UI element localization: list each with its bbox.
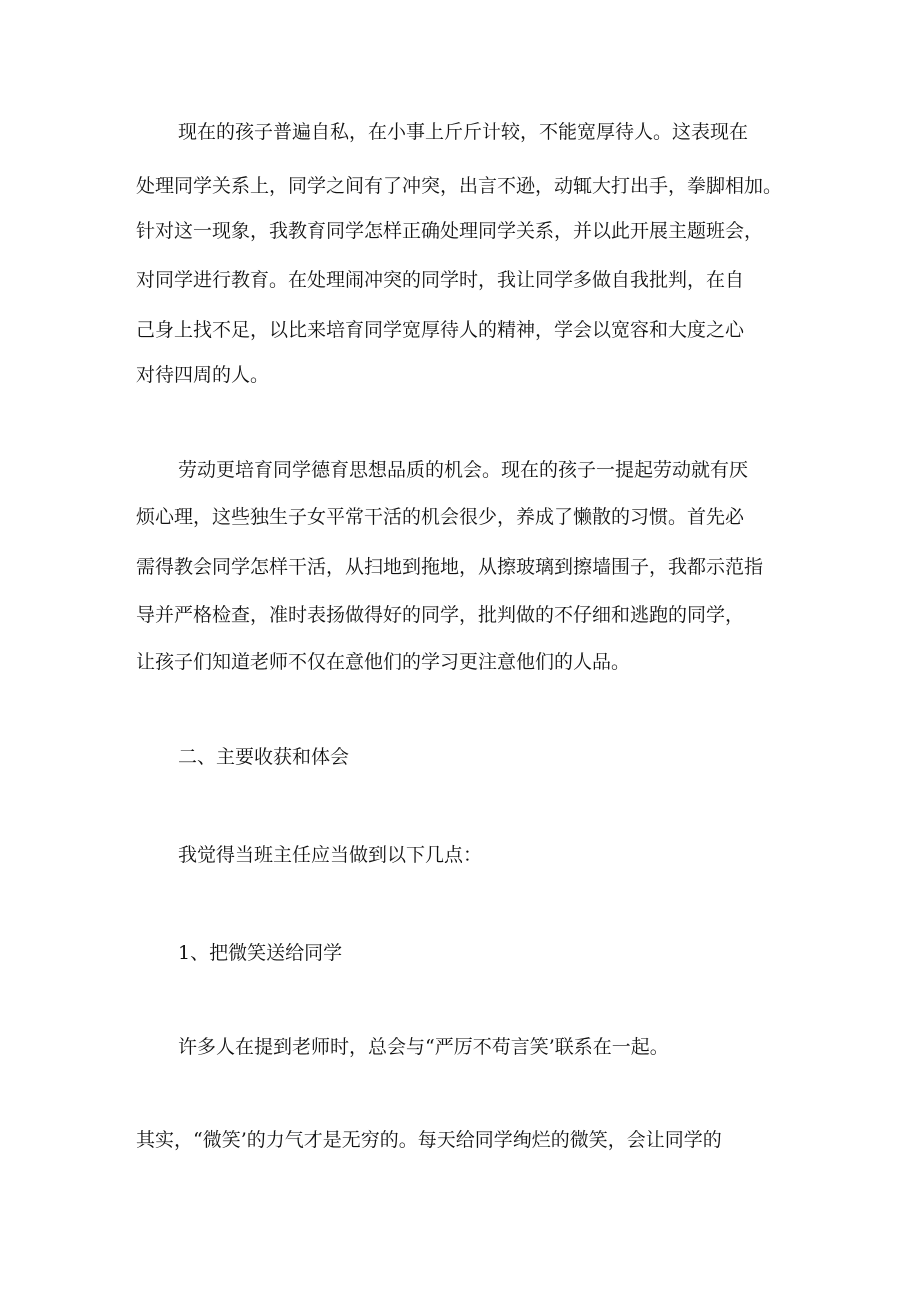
section-heading: 二、主要收获和体会: [178, 746, 350, 768]
paragraph-1-line-2: 处理同学关系上，同学之间有了冲突，出言不逊，动辄大打出手，拳脚相加。: [136, 175, 783, 197]
paragraph-2-line-5: 让孩子们知道老师不仅在意他们的学习更注意他们的人品。: [136, 651, 631, 673]
paragraph-1-line-6: 对待四周的人。: [136, 364, 270, 386]
paragraph-2-line-1: 劳动更培育同学德育思想品质的机会。现在的孩子一提起劳动就有厌: [178, 459, 749, 481]
paragraph-1-line-1: 现在的孩子普遍自私，在小事上斤斤计较，不能宽厚待人。这表现在: [178, 121, 749, 143]
paragraph-1-line-5: 己身上找不足，以比来培育同学宽厚待人的精神，学会以宽容和大度之心: [136, 319, 745, 341]
last-line: 其实，“微笑’的力气才是无穷的。每天给同学绚烂的微笑，会让同学的: [136, 1129, 722, 1151]
paragraph-1-line-4: 对同学进行教育。在处理闹冲突的同学时，我让同学多做自我批判，在自: [136, 269, 745, 291]
item-1-heading: 1、把微笑送给同学: [178, 942, 343, 964]
item-1-line: 许多人在提到老师时，总会与“严厉不苟言笑’联系在一起。: [178, 1036, 669, 1058]
paragraph-2-line-2: 烦心理，这些独生子女平常干活的机会很少，养成了懒散的习惯。首先必: [136, 506, 745, 528]
paragraph-2-line-4: 导并严格检查，准时表扬做得好的同学，批判做的不仔细和逃跑的同学，: [136, 604, 745, 626]
paragraph-2-line-3: 需得教会同学怎样干活，从扫地到拖地，从擦玻璃到擦墙围子，我都示范指: [136, 556, 764, 578]
paragraph-1-line-3: 针对这一现象，我教育同学怎样正确处理同学关系，并以此开展主题班会，: [136, 220, 764, 242]
intro-line: 我觉得当班主任应当做到以下几点：: [178, 844, 483, 866]
